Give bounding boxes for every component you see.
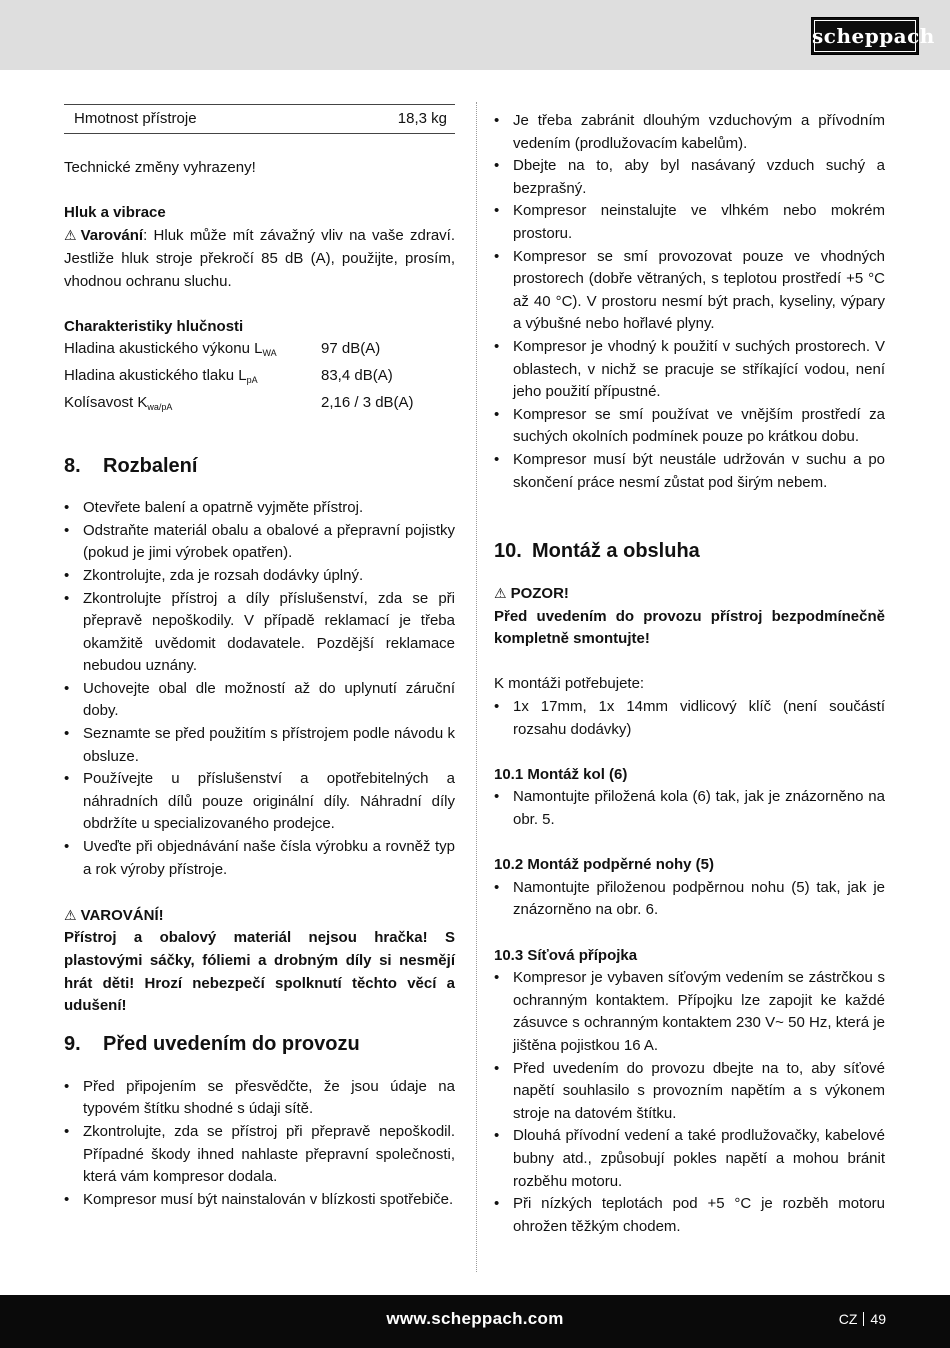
list-item: • Namontujte přiložená kola (6) tak, jak je znázorněno na obr. 5. xyxy=(494,786,885,831)
subsection-10-3-heading: 10.3 Síťová přípojka xyxy=(494,946,638,964)
noise-row-value: 97 dB(A) xyxy=(321,340,381,358)
list-item: • Kompresor je vhodný k použití v suchých prostorech. V oblastech, v nichž se pracuje se stříkající vodou, není jeho použití přípustné. xyxy=(494,336,885,404)
list-item: • Kompresor je vybaven síťovým vedením se zástrčkou s ochranným kontaktem. Přípojku lze zapojit ke každé zásuvce s ochranným kontaktem 230 V~ 50 Hz, která je jištěna pojistkou 16 A. xyxy=(494,967,885,1057)
subsection-10-2-heading: 10.2 Montáž podpěrné nohy (5) xyxy=(494,856,715,874)
list-item: • Seznamte se před použitím s přístrojem podle návodu k obsluze. xyxy=(64,723,455,768)
page-separator xyxy=(863,1312,864,1326)
list-item: • 1x 17mm, 1x 14mm vidlicový klíč (není součástí rozsahu dodávky) xyxy=(494,696,885,741)
warning-icon: ⚠ xyxy=(494,585,507,602)
spec-table xyxy=(64,104,455,134)
noise-row-label: Hladina akustického výkonu L xyxy=(64,340,263,358)
noise-row-label: Kolísavost K xyxy=(64,393,148,411)
caution-text: Před uvedením do provozu přístroj bezpodmínečně kompletně smontujte! xyxy=(494,607,885,648)
subsection-10-3-list xyxy=(494,967,885,1238)
noise-row-sub: WA xyxy=(262,348,277,359)
footer-bar xyxy=(0,1295,950,1348)
footer-url: www.scheppach.com xyxy=(386,1309,564,1328)
warning-icon: ⚠ xyxy=(64,906,77,923)
list-item: • Zkontrolujte, zda je rozsah dodávky úplný. xyxy=(64,565,455,588)
header-band xyxy=(0,0,950,70)
list-item: • Uveďte při objednávání naše čísla výrobku a rovněž typ a rok výroby přístroje. xyxy=(64,836,455,881)
list-item: • Kompresor musí být neustále udržován v suchu a po skončení práce nesmí zůstat pod širým nebem. xyxy=(494,449,885,494)
warning-title: ⚠ VAROVÁNÍ! xyxy=(64,904,455,928)
page-number: 49 xyxy=(870,1311,886,1327)
spec-label: Hmotnost přístroje xyxy=(74,110,197,127)
noise-char-heading: Charakteristiky hlučnosti xyxy=(64,317,244,335)
list-item: • Kompresor se smí používat ve vnějším prostředí za suchých okolních podmínek pouze po krátkou dobu. xyxy=(494,404,885,449)
section-9-continued-list xyxy=(494,110,885,494)
list-item: • Je třeba zabránit dlouhým vzduchovým a přívodním vedením (prodlužovacím kabelům). xyxy=(494,110,885,155)
list-item: • Otevřete balení a opatrně vyjměte přístroj. xyxy=(64,497,455,520)
list-item: • Zkontrolujte, zda se přístroj při přepravě nepoškodil. Případné škody ihned nahlaste přepravní společnosti, která vám kompresor dodala. xyxy=(64,1121,455,1189)
noise-row xyxy=(64,365,455,392)
brand-logo: scheppach xyxy=(811,17,919,55)
section-9-heading: 9. Před uvedením do provozu xyxy=(64,1032,360,1055)
list-item: • Uchovejte obal dle možností až do uplynutí záruční doby. xyxy=(64,678,455,723)
subsection-10-2-list xyxy=(494,877,885,922)
warning-icon: ⚠ xyxy=(64,227,77,244)
noise-warning-label: Varování xyxy=(80,227,144,245)
list-item: • Kompresor musí být nainstalován v blízkosti spotřebiče. xyxy=(64,1189,455,1212)
spec-value: 18,3 kg xyxy=(397,110,447,127)
noise-row-value: 2,16 / 3 dB(A) xyxy=(321,393,414,411)
page-indicator xyxy=(839,1311,886,1327)
list-item: • Zkontrolujte přístroj a díly příslušenství, zda se při přepravě nepoškodily. V případě reklamací je třeba okamžitě uvědomit dodavatele. Pozdější reklamace nebudou uznány. xyxy=(64,588,455,678)
list-item: • Před uvedením do provozu dbejte na to, aby síťové napětí souhlasilo s provozním napětím a s výkonem stroje na datovém štítku. xyxy=(494,1058,885,1126)
caution-title: ⚠ POZOR! xyxy=(494,582,885,606)
list-item: • Kompresor se smí provozovat pouze ve vhodných prostorech (dobře větraných, s teplotou prostředí +5 °C až 40 °C). V prostoru nesmí být prach, kyseliny, výpary a výbušné nebo hořlavé plyny. xyxy=(494,246,885,336)
noise-heading: Hluk a vibrace xyxy=(64,203,166,221)
list-item: • Odstraňte materiál obalu a obalové a přepravní pojistky (pokud je jimi výrobek opatřen). xyxy=(64,520,455,565)
column-divider xyxy=(476,102,477,1272)
section-10-heading: 10. Montáž a obsluha xyxy=(494,540,700,563)
section-8-heading: 8. Rozbalení xyxy=(64,455,198,478)
noise-row xyxy=(64,338,455,365)
warning-text: Přístroj a obalový materiál nejsou hračka! S plastovými sáčky, fóliemi a drobným díly si nesmějí hrát děti! Hrozí nebezpečí spolknutí těchto věcí a udušení! xyxy=(64,929,455,1015)
list-item: • Dlouhá přívodní vedení a také prodlužovačky, kabelové bubny atd., způsobují pokles napětí a mohou bránit rozběhu motoru. xyxy=(494,1125,885,1193)
list-item: • Kompresor neinstalujte ve vlhkém nebo mokrém prostoru. xyxy=(494,200,885,245)
left-column xyxy=(64,100,455,1211)
list-item: • Dbejte na to, aby byl nasávaný vzduch suchý a bezprašný. xyxy=(494,155,885,200)
noise-row xyxy=(64,392,455,419)
section-8-list xyxy=(64,497,455,881)
noise-row-value: 83,4 dB(A) xyxy=(321,366,393,384)
tools-intro: K montáži potřebujete: xyxy=(494,675,645,693)
list-item: • Používejte u příslušenství a opotřebitelných a náhradních dílů pouze originální díly. Náhradní díly obdržíte u specializovaného prodejce. xyxy=(64,768,455,836)
list-item: • Namontujte přiloženou podpěrnou nohu (5) tak, jak je znázorněno na obr. 6. xyxy=(494,877,885,922)
tools-list xyxy=(494,696,885,741)
tech-note: Technické změny vyhrazeny! xyxy=(64,158,256,176)
list-item: • Při nízkých teplotách pod +5 °C je rozběh motoru ohrožen těžkým chodem. xyxy=(494,1193,885,1238)
section-9-list xyxy=(64,1076,455,1212)
subsection-10-1-heading: 10.1 Montáž kol (6) xyxy=(494,765,628,783)
noise-warning-text: : Hluk může mít závažný vliv na vaše zdraví. Jestliže hluk stroje překročí 85 dB (A), použijte, prosím, vhodnou ochranu sluchu. xyxy=(64,227,455,290)
list-item: • Před připojením se přesvědčte, že jsou údaje na typovém štítku shodné s údaji sítě. xyxy=(64,1076,455,1121)
noise-row-sub: wa/pA xyxy=(147,401,173,412)
language-code: CZ xyxy=(838,1311,858,1327)
noise-row-sub: pA xyxy=(246,374,258,385)
noise-row-label: Hladina akustického tlaku L xyxy=(64,366,247,384)
subsection-10-1-list xyxy=(494,786,885,831)
right-column xyxy=(494,110,885,1238)
noise-warning xyxy=(64,224,455,293)
